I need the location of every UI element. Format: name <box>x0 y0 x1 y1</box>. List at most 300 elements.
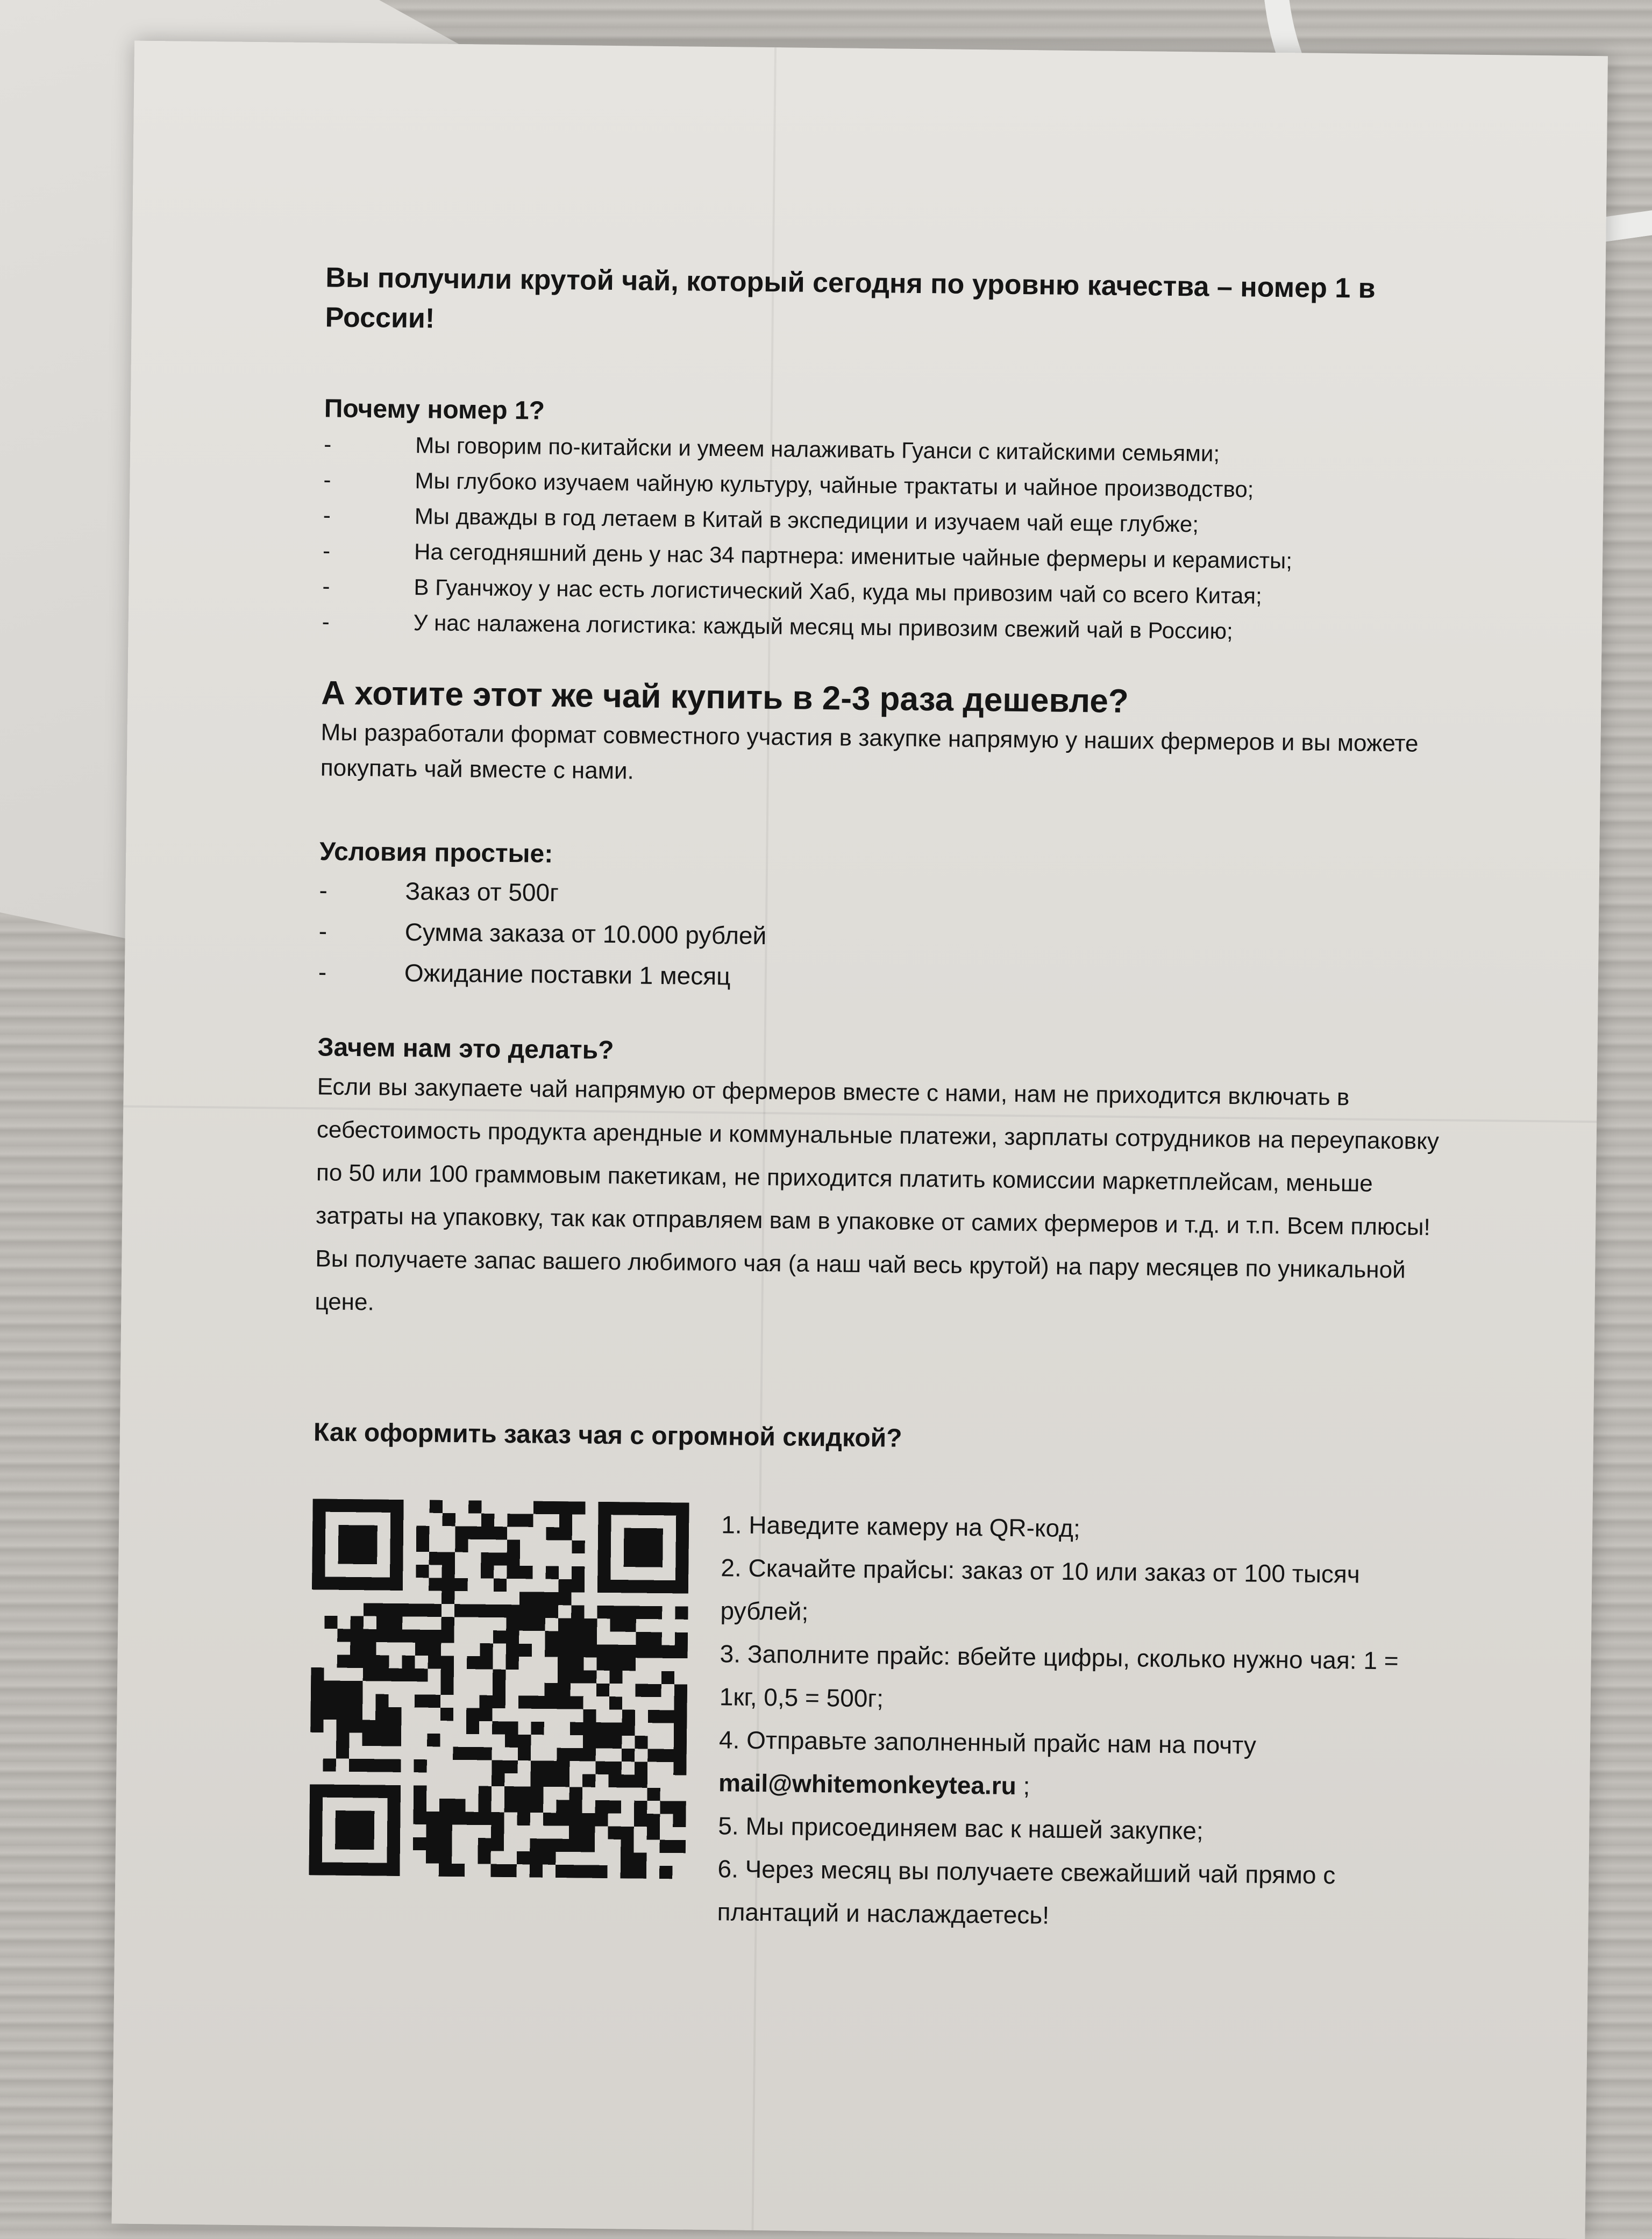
qr-module <box>387 1811 400 1824</box>
qr-module <box>546 1566 559 1579</box>
qr-module <box>635 1762 647 1774</box>
qr-module <box>348 1837 361 1850</box>
qr-module <box>571 1605 584 1618</box>
qr-module <box>598 1528 611 1541</box>
qr-module <box>376 1603 389 1616</box>
qr-module <box>350 1642 363 1655</box>
qr-module <box>336 1745 349 1758</box>
qr-module <box>558 1670 571 1683</box>
qr-module <box>572 1566 585 1579</box>
qr-module <box>633 1852 646 1865</box>
qr-module <box>441 1669 454 1682</box>
qr-module <box>609 1722 622 1735</box>
qr-module <box>440 1682 453 1695</box>
qr-module <box>309 1862 322 1875</box>
condition-item: - Ожидание поставки 1 месяц <box>318 951 1599 1006</box>
qr-module <box>351 1551 364 1564</box>
qr-module <box>350 1629 363 1642</box>
qr-module <box>389 1668 402 1681</box>
qr-module <box>543 1813 556 1826</box>
qr-module <box>520 1514 533 1527</box>
qr-module <box>517 1786 530 1799</box>
qr-module <box>352 1499 365 1512</box>
qr-module <box>623 1658 636 1671</box>
qr-module <box>569 1787 582 1800</box>
qr-module <box>595 1813 608 1826</box>
qr-module <box>571 1657 583 1670</box>
qr-module <box>388 1759 401 1772</box>
qr-module <box>491 1838 504 1851</box>
qr-module <box>466 1708 479 1721</box>
qr-module <box>322 1862 335 1875</box>
why-item: - В Гуанчжоу у нас есть логистический Хаб, куда мы привозим чай со всего Китая; <box>322 568 1603 617</box>
qr-module <box>609 1762 622 1774</box>
qr-module <box>532 1618 545 1631</box>
qr-module <box>660 1801 673 1814</box>
qr-module <box>635 1774 647 1787</box>
qr-module <box>494 1527 507 1539</box>
qr-module <box>375 1720 388 1733</box>
qr-module <box>557 1748 569 1761</box>
qr-module <box>611 1502 624 1515</box>
qr-module <box>324 1680 337 1693</box>
qr-module <box>649 1580 662 1593</box>
qr-module <box>598 1515 611 1528</box>
reason-text: Если вы закупаете чай напрямую от фермеров вместе с нами, нам не приходится включать в себестоимость продукта арендные и коммунальные платежи, зарплаты сотрудников на переупаковку по 50 или 100 граммовым пакетикам, не приходится платить комиссии маркетплейсам, меньше затраты на упаковку, так как отправляем вам в упаковке от самих фермеров и т.д. и т.п. Всем плюсы! Вы получаете запас вашего любимого чая (а наш чай весь крутой) на пару месяцев по уникальной цене. <box>315 1073 1440 1316</box>
qr-module <box>531 1722 544 1735</box>
qr-module <box>428 1643 441 1656</box>
qr-module <box>503 1864 516 1877</box>
qr-module <box>572 1501 585 1514</box>
qr-module <box>442 1565 455 1578</box>
qr-module <box>572 1541 585 1553</box>
qr-module <box>530 1787 543 1800</box>
qr-module <box>546 1527 559 1540</box>
qr-module <box>633 1865 646 1878</box>
qr-module <box>351 1577 364 1590</box>
qr-module <box>348 1823 361 1836</box>
qr-module <box>504 1786 517 1799</box>
qr-module <box>478 1838 491 1851</box>
qr-module <box>336 1732 349 1745</box>
qr-module <box>673 1814 686 1827</box>
qr-module <box>375 1759 388 1772</box>
qr-module <box>338 1525 351 1538</box>
qr-module <box>350 1720 362 1732</box>
flyer-content <box>308 258 1606 1974</box>
qr-module <box>621 1827 633 1839</box>
qr-module <box>491 1825 504 1838</box>
qr-module <box>558 1631 571 1644</box>
qr-module <box>311 1693 324 1706</box>
qr-module <box>636 1645 649 1658</box>
qr-module <box>569 1748 582 1761</box>
qr-module <box>569 1813 582 1826</box>
qr-module <box>312 1551 325 1564</box>
qr-module <box>390 1578 403 1591</box>
qr-module <box>624 1541 637 1554</box>
qr-module <box>452 1864 465 1877</box>
qr-module <box>637 1502 650 1515</box>
qr-module <box>647 1814 660 1827</box>
qr-module <box>597 1580 610 1593</box>
qr-module <box>363 1642 376 1655</box>
qr-module <box>622 1723 635 1736</box>
qr-module <box>351 1616 364 1629</box>
qr-module <box>582 1813 595 1826</box>
qr-module <box>624 1528 637 1541</box>
qr-module <box>402 1656 415 1668</box>
qr-module <box>559 1501 572 1514</box>
qr-module <box>532 1592 545 1605</box>
qr-module <box>466 1721 479 1734</box>
qr-module <box>309 1810 322 1823</box>
qr-module <box>558 1618 571 1631</box>
qr-module <box>388 1785 401 1798</box>
qr-module <box>557 1774 569 1787</box>
qr-module <box>439 1837 452 1850</box>
qr-module <box>530 1851 543 1864</box>
qr-module <box>312 1511 325 1524</box>
qr-module <box>610 1645 623 1658</box>
qr-module <box>559 1514 572 1527</box>
flyer-title: Вы получили крутой чай, который сегодня по уровню качества – номер 1 в России! <box>325 262 1376 334</box>
qr-module <box>311 1667 324 1680</box>
qr-module <box>364 1603 376 1616</box>
qr-module <box>413 1837 426 1850</box>
qr-module <box>544 1696 557 1709</box>
qr-module <box>363 1655 376 1668</box>
qr-module <box>311 1680 324 1693</box>
qr-module <box>504 1760 517 1773</box>
qr-module <box>544 1761 557 1774</box>
qr-module <box>402 1668 415 1681</box>
qr-module <box>517 1813 530 1826</box>
qr-module <box>490 1864 503 1877</box>
order-email-link[interactable]: mail@whitemonkeytea.ru <box>718 1769 1017 1800</box>
qr-module <box>572 1579 585 1592</box>
qr-module <box>610 1606 623 1618</box>
qr-module <box>492 1721 505 1734</box>
qr-module <box>675 1555 688 1567</box>
qr-module <box>504 1799 517 1812</box>
qr-module <box>597 1567 610 1580</box>
qr-module <box>518 1735 531 1748</box>
qr-module <box>545 1631 558 1644</box>
qr-module <box>414 1785 426 1798</box>
qr-module <box>597 1553 610 1566</box>
qr-module <box>375 1785 388 1798</box>
qr-module <box>675 1606 688 1619</box>
qr-module <box>376 1629 389 1642</box>
qr-module <box>364 1538 377 1551</box>
qr-module <box>610 1580 623 1593</box>
qr-module <box>339 1499 352 1512</box>
qr-module <box>609 1671 622 1684</box>
qr-module <box>660 1840 673 1853</box>
qr-module <box>517 1799 530 1812</box>
qr-module <box>530 1800 543 1813</box>
qr-module <box>387 1798 400 1811</box>
qr-module <box>324 1616 337 1629</box>
qr-module <box>441 1656 454 1668</box>
qr-module <box>530 1838 543 1851</box>
qr-module <box>312 1564 325 1577</box>
qr-module <box>337 1655 350 1667</box>
qr-module <box>442 1552 455 1565</box>
qr-module <box>478 1851 490 1864</box>
qr-module <box>465 1812 478 1825</box>
qr-module <box>582 1826 595 1839</box>
qr-module <box>309 1849 322 1862</box>
qr-module <box>349 1759 362 1772</box>
qr-module <box>676 1542 689 1555</box>
qr-module <box>312 1525 325 1538</box>
qr-module <box>348 1810 361 1823</box>
flyer-paper <box>112 41 1608 2239</box>
qr-module <box>310 1797 323 1810</box>
qr-module <box>376 1616 389 1629</box>
qr-module <box>637 1528 650 1541</box>
qr-module <box>442 1591 454 1604</box>
qr-module <box>637 1554 650 1567</box>
qr-module <box>583 1748 596 1761</box>
qr-module <box>375 1707 388 1720</box>
qr-module <box>648 1684 661 1697</box>
qr-module <box>338 1577 351 1590</box>
qr-module <box>609 1696 622 1709</box>
qr-module <box>517 1851 530 1864</box>
qr-module <box>507 1553 519 1566</box>
qr-module <box>649 1645 661 1658</box>
qr-module <box>310 1706 323 1719</box>
qr-module <box>598 1541 611 1553</box>
qr-module <box>350 1655 363 1668</box>
qr-module <box>416 1526 429 1539</box>
qr-module <box>338 1551 351 1564</box>
qr-module <box>598 1502 611 1515</box>
qr-module <box>519 1605 532 1617</box>
qr-module <box>596 1657 609 1670</box>
qr-module <box>676 1502 689 1515</box>
qr-module <box>674 1710 687 1723</box>
qr-module <box>569 1826 582 1839</box>
qr-module <box>570 1696 583 1709</box>
qr-module <box>660 1749 673 1762</box>
qr-module <box>390 1564 403 1577</box>
qr-module <box>361 1863 374 1876</box>
qr-module <box>413 1812 426 1824</box>
qr-module <box>650 1541 663 1554</box>
qr-module <box>493 1605 506 1617</box>
qr-module <box>389 1603 402 1616</box>
qr-module <box>416 1565 429 1578</box>
qr-module <box>610 1618 623 1631</box>
qr-module <box>387 1837 400 1850</box>
qr-module <box>636 1580 649 1593</box>
qr-module <box>337 1694 350 1707</box>
qr-module <box>507 1514 520 1527</box>
why-item: - Мы глубоко изучаем чайную культуру, чайные трактаты и чайное производство; <box>323 462 1604 511</box>
qr-module <box>635 1684 648 1697</box>
qr-module <box>624 1502 637 1515</box>
qr-module <box>621 1852 633 1865</box>
qr-module <box>663 1502 676 1515</box>
qr-module <box>544 1683 557 1696</box>
qr-module <box>338 1538 351 1551</box>
qr-module <box>559 1579 572 1592</box>
qr-module <box>323 1785 336 1798</box>
qr-module <box>506 1644 519 1657</box>
qr-module <box>375 1733 388 1746</box>
qr-module <box>390 1500 403 1513</box>
qr-module <box>351 1538 364 1551</box>
qr-code-icon[interactable] <box>309 1499 689 1879</box>
qr-module <box>309 1823 322 1836</box>
qr-module <box>531 1696 544 1709</box>
qr-module <box>673 1749 686 1762</box>
why-item: - На сегодняшний день у нас 34 партнера: именитые чайные фермеры и керамисты; <box>323 533 1603 582</box>
qr-module <box>479 1747 492 1760</box>
qr-module <box>584 1644 597 1657</box>
qr-module <box>571 1644 583 1657</box>
qr-module <box>582 1839 595 1852</box>
qr-module <box>402 1629 415 1642</box>
qr-module <box>673 1762 686 1775</box>
qr-module <box>674 1723 687 1736</box>
qr-module <box>324 1694 337 1707</box>
order-email-suffix: ; <box>1016 1772 1030 1800</box>
qr-module <box>623 1580 636 1593</box>
qr-module <box>543 1852 556 1865</box>
qr-module <box>533 1501 546 1514</box>
qr-module <box>623 1606 636 1618</box>
qr-module <box>608 1800 621 1813</box>
qr-module <box>493 1630 506 1643</box>
qr-module <box>312 1538 325 1551</box>
qr-module <box>452 1799 465 1812</box>
qr-module <box>309 1836 322 1849</box>
qr-module <box>376 1655 389 1668</box>
qr-module <box>429 1604 442 1617</box>
qr-module <box>375 1694 388 1707</box>
qr-module <box>558 1683 571 1696</box>
qr-module <box>492 1773 504 1786</box>
qr-module <box>336 1810 348 1823</box>
qr-module <box>388 1733 401 1746</box>
qr-module <box>584 1631 597 1644</box>
qr-module <box>545 1644 558 1657</box>
qr-module <box>377 1577 390 1590</box>
conditions-heading: Условия простые: <box>319 837 553 868</box>
qr-module <box>388 1720 401 1733</box>
qr-module <box>365 1499 378 1512</box>
order-step: 6. Через месяц вы получаете свежайший чай прямо с плантаций и наслаждаетесь! <box>717 1855 1336 1929</box>
qr-module <box>325 1577 338 1589</box>
qr-module <box>335 1836 348 1849</box>
qr-module <box>647 1788 660 1801</box>
qr-module <box>493 1670 505 1682</box>
qr-module <box>312 1577 325 1589</box>
qr-module <box>519 1592 532 1605</box>
qr-module <box>663 1580 675 1593</box>
qr-module <box>506 1630 519 1643</box>
conditions-list <box>318 869 1599 1006</box>
qr-module <box>312 1499 325 1511</box>
qr-module <box>505 1721 518 1734</box>
qr-module <box>507 1539 520 1552</box>
qr-module <box>467 1604 480 1617</box>
qr-module <box>468 1527 481 1539</box>
order-step: 1. Наведите камеру на QR-код; <box>721 1510 1081 1543</box>
qr-module <box>506 1605 519 1617</box>
qr-module <box>674 1645 687 1658</box>
qr-module <box>557 1761 569 1774</box>
qr-module <box>310 1720 323 1732</box>
why-item: - Мы дважды в год летаем в Китай в экспедиции и изучаем чай еще глубже; <box>323 497 1604 546</box>
qr-module <box>481 1565 494 1578</box>
condition-item: - Заказ от 500г <box>319 869 1599 924</box>
qr-module <box>481 1552 494 1565</box>
order-step: 3. Заполните прайс: вбейте цифры, сколько нужно чая: 1 = 1кг, 0,5 = 500г; <box>719 1639 1399 1713</box>
qr-module <box>350 1694 362 1707</box>
qr-module <box>661 1710 674 1723</box>
qr-module <box>361 1785 374 1798</box>
qr-module <box>494 1579 507 1592</box>
qr-module <box>649 1632 661 1645</box>
qr-module <box>324 1707 337 1720</box>
qr-module <box>335 1863 348 1876</box>
qr-module <box>569 1800 582 1813</box>
qr-module <box>429 1552 442 1565</box>
qr-module <box>454 1604 467 1617</box>
qr-module <box>441 1630 454 1643</box>
qr-module <box>492 1760 504 1773</box>
qr-module <box>415 1643 428 1656</box>
qr-module <box>429 1578 442 1591</box>
qr-module <box>428 1656 441 1668</box>
qr-module <box>336 1720 349 1732</box>
qr-module <box>650 1528 663 1541</box>
qr-module <box>442 1578 454 1591</box>
qr-module <box>556 1800 569 1813</box>
qr-module <box>363 1629 376 1642</box>
order-step: 2. Скачайте прайсы: заказ от 10 или заказ от 100 тысяч рублей; <box>720 1553 1361 1625</box>
qr-module <box>556 1813 569 1826</box>
qr-module <box>584 1618 597 1631</box>
qr-module <box>428 1695 440 1708</box>
qr-module <box>387 1824 400 1837</box>
qr-module <box>622 1710 635 1723</box>
qr-module <box>416 1539 429 1552</box>
qr-module <box>676 1515 689 1528</box>
qr-module <box>518 1695 531 1708</box>
qr-module <box>505 1735 518 1748</box>
qr-module <box>439 1864 452 1877</box>
qr-module <box>480 1605 493 1617</box>
qr-module <box>595 1762 608 1774</box>
qr-module <box>546 1501 559 1514</box>
qr-module <box>350 1681 362 1694</box>
qr-module <box>452 1812 465 1824</box>
qr-module <box>453 1747 466 1760</box>
qr-module <box>363 1668 376 1681</box>
qr-module <box>583 1722 596 1735</box>
qr-module <box>468 1500 481 1513</box>
qr-module <box>661 1645 674 1658</box>
qr-module <box>361 1811 374 1824</box>
qr-module <box>402 1603 415 1616</box>
